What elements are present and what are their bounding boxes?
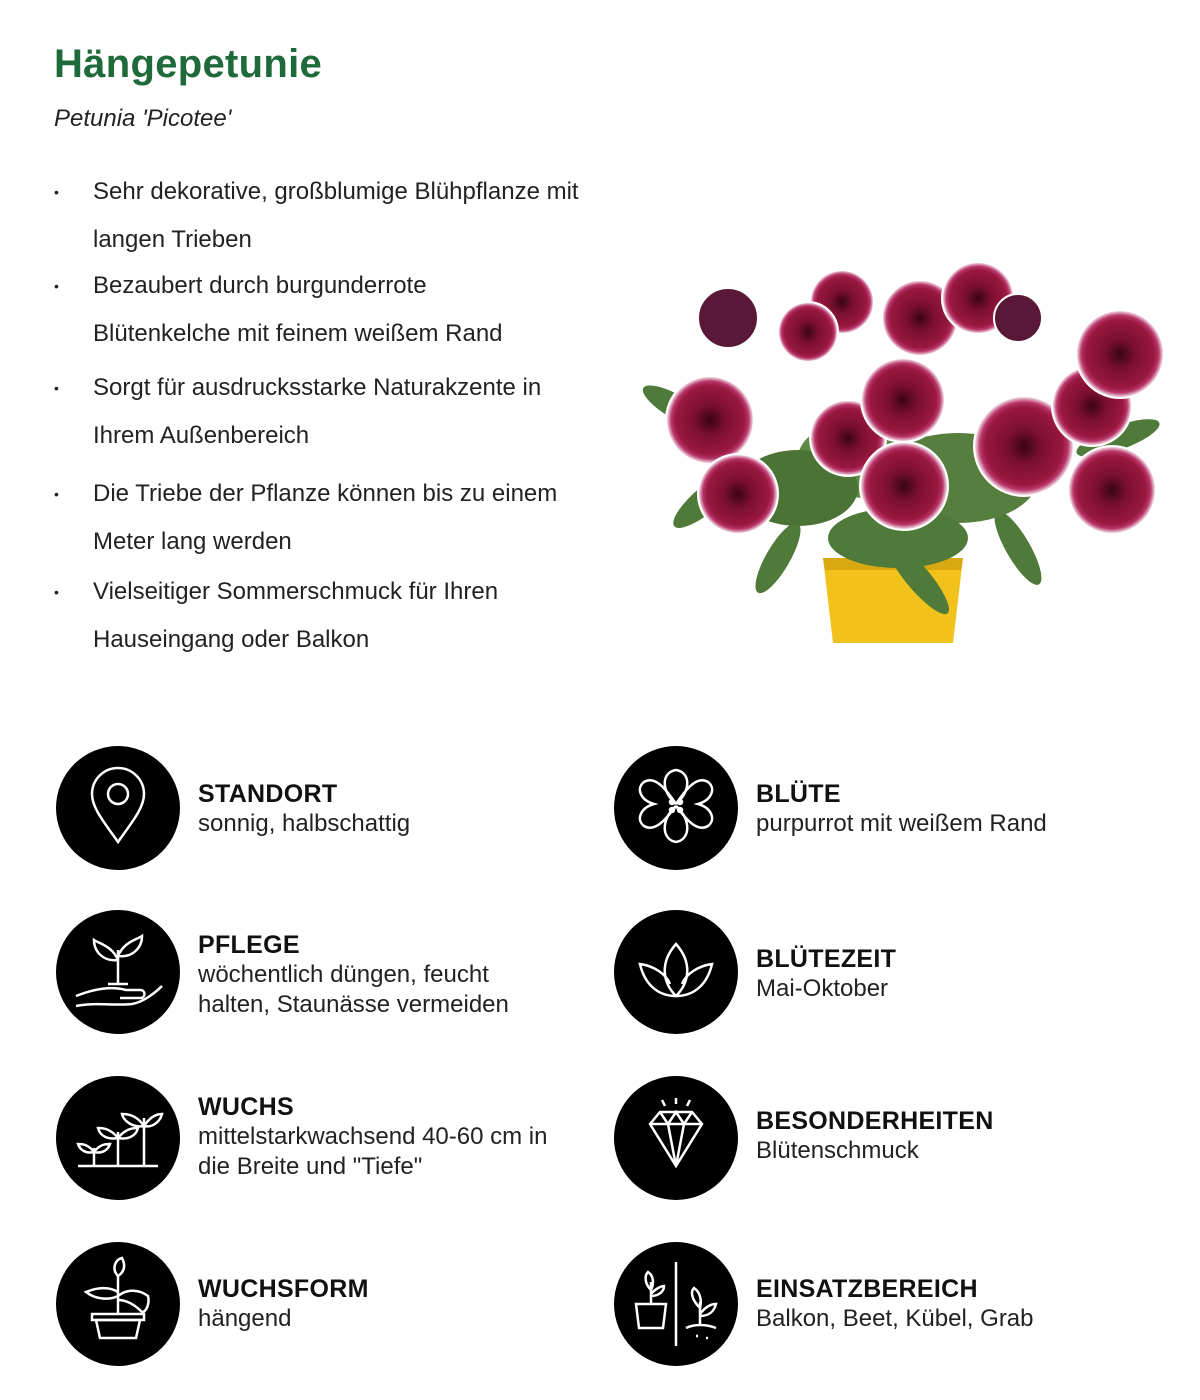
- feature-value: Balkon, Beet, Kübel, Grab: [756, 1305, 1034, 1332]
- feature-label: STANDORT: [198, 780, 338, 808]
- bullet-text: Vielseitiger Sommerschmuck für Ihren Hauseingang oder Balkon: [93, 578, 499, 653]
- feature-einsatzbereich: [614, 1242, 1174, 1372]
- flower-icon: [614, 746, 738, 870]
- seedling-hand-icon: [56, 910, 180, 1034]
- feature-label: BESONDERHEITEN: [756, 1107, 994, 1135]
- bullet-dot-icon: •: [54, 380, 59, 396]
- bullet-dot-icon: •: [54, 486, 59, 502]
- feature-label: WUCHSFORM: [198, 1275, 369, 1303]
- feature-standort: [56, 746, 616, 876]
- pot-and-ground-icon: [614, 1242, 738, 1366]
- bullet-item: [54, 470, 613, 566]
- location-pin-icon: [56, 746, 180, 870]
- bullet-item: [54, 364, 593, 460]
- petunia-plant-image: [618, 258, 1170, 654]
- feature-wuchs: [56, 1076, 616, 1206]
- bullet-item: [54, 168, 593, 264]
- feature-value: sonnig, halbschattig: [198, 810, 411, 837]
- bullet-item: [54, 262, 563, 358]
- feature-value: purpurrot mit weißem Rand: [756, 810, 1047, 837]
- feature-besonderheiten: [614, 1076, 1174, 1206]
- feature-bluete: [614, 746, 1174, 876]
- feature-value: Blütenschmuck: [756, 1137, 919, 1164]
- potted-plant-icon: [56, 1242, 180, 1366]
- feature-value: Mai-Oktober: [756, 975, 889, 1002]
- diamond-icon: [614, 1076, 738, 1200]
- page-title: Hängepetunie: [54, 42, 323, 86]
- botanical-name: Petunia 'Picotee': [54, 105, 232, 132]
- feature-label: EINSATZBEREICH: [756, 1275, 978, 1303]
- bullet-dot-icon: •: [54, 278, 59, 294]
- feature-wuchsform: [56, 1242, 616, 1372]
- feature-bluetezeit: [614, 910, 1174, 1040]
- feature-label: BLÜTEZEIT: [756, 945, 897, 973]
- feature-bullet-list: [54, 168, 614, 664]
- feature-label: PFLEGE: [198, 931, 300, 959]
- growing-plants-icon: [56, 1076, 180, 1200]
- bullet-dot-icon: •: [54, 584, 59, 600]
- lotus-icon: [614, 910, 738, 1034]
- bullet-text: Sorgt für ausdrucksstarke Naturakzente in Ihrem Außenbereich: [93, 374, 542, 449]
- feature-label: BLÜTE: [756, 780, 841, 808]
- bullet-text: Bezaubert durch burgunderrote Blütenkelche mit feinem weißem Rand: [93, 272, 503, 347]
- bullet-text: Die Triebe der Pflanze können bis zu einem Meter lang werden: [93, 480, 558, 555]
- feature-pflege: [56, 910, 616, 1040]
- bullet-text: Sehr dekorative, großblumige Blühpflanze mit langen Trieben: [93, 178, 579, 253]
- bullet-item: [54, 568, 563, 664]
- feature-value: mittelstarkwachsend 40-60 cm in die Breite und "Tiefe": [198, 1123, 548, 1180]
- feature-value: hängend: [198, 1305, 292, 1332]
- feature-label: WUCHS: [198, 1093, 294, 1121]
- feature-value: wöchentlich düngen, feucht halten, Staunässe vermeiden: [198, 961, 509, 1018]
- bullet-dot-icon: •: [54, 184, 59, 200]
